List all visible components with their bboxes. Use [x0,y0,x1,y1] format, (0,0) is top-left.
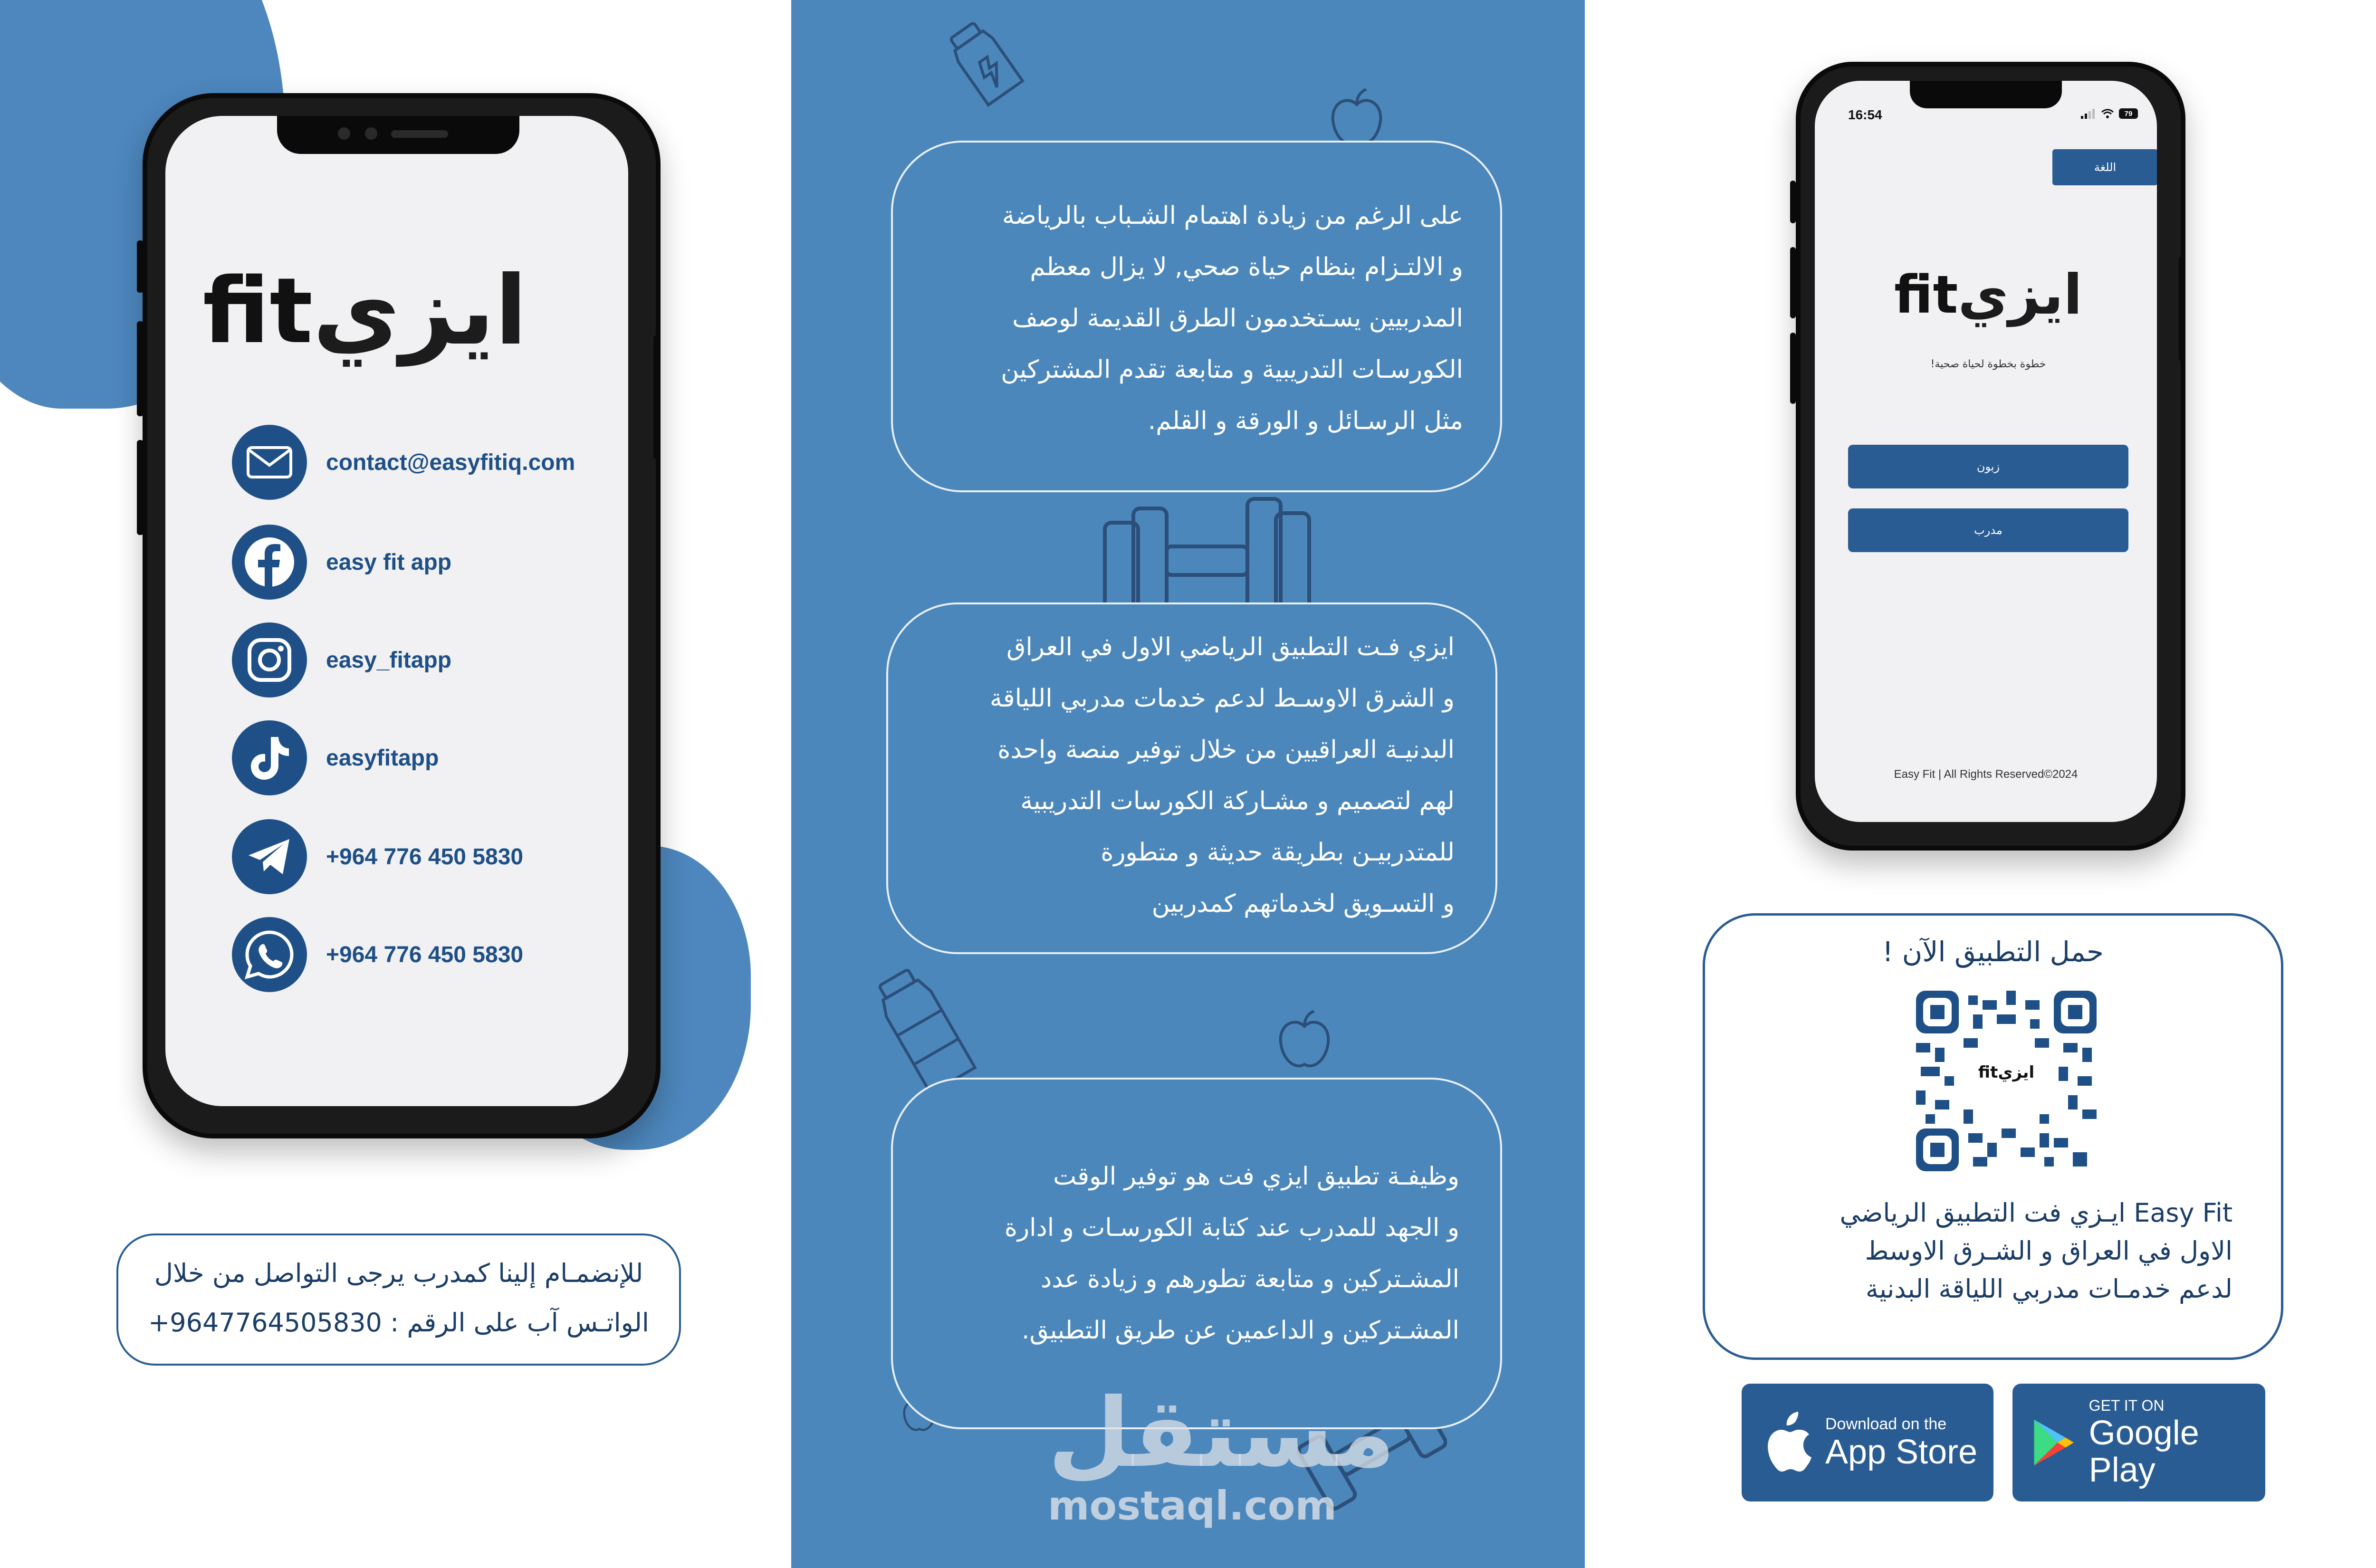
contact-whatsapp[interactable] [232,917,523,992]
easyfit-logo [202,249,527,373]
logo-fit-text: fit [202,258,313,363]
phone-notch [1910,81,2062,108]
instagram-icon [232,622,307,698]
contact-facebook[interactable] [232,525,451,600]
tiktok-text: easyfitapp [326,745,439,771]
join-as-trainer-box [116,1233,681,1366]
logo-arabic-text: ايزي [313,255,527,366]
bottle-doodle-icon [936,14,1031,109]
client-button[interactable]: زبون [1848,445,2128,488]
app-phone-screen [1815,81,2157,822]
whatsapp-icon [232,917,307,992]
apple-doodle-icon-2 [1276,1007,1333,1074]
join-line-1: للإنضمـام إلينا كمدرب يرجى التواصل من خلال [154,1258,643,1288]
app-footer: Easy Fit | All Rights Reserved©2024 [1894,768,2078,781]
app-logo [1894,257,2082,333]
language-button[interactable]: اللغة [2052,149,2157,185]
watermark-english: mostaql.com [1048,1482,1337,1529]
status-icons [2081,108,2138,119]
right-panel [1585,0,2376,1568]
battery-icon: 79 [2119,108,2138,119]
middle-panel [791,0,1585,1568]
bubble-3-text: وظيفـة تطبيق ايزي فت هو توفير الوقت و الجهد للمدرب عند كتابة الكورسـات و ادارة المشـتركين و متابعة تطورهم و زيادة عدد المشـتركين و الداعمين عن طريق التطبيق. [1004,1162,1459,1345]
bubble-2-text: ايزي فـت التطبيق الرياضي الاول في العراق و الشرق الاوسـط لدعم خدمات مدربي اللياقة البدنيـة العراقيين من خلال توفير منصة واحدة لهم لتصميم و مشـاركة الكورسات التدريبية للمتدربيـن بطريقة حديثة و متطورة و التسـويق لخدماتهم كمدربين [989,633,1455,918]
watermark-arabic: مستقل [1048,1378,1396,1489]
facebook-icon [232,525,307,600]
wifi-icon [2101,108,2114,119]
status-time: 16:54 [1848,107,1882,122]
telegram-text: +964 776 450 5830 [326,844,524,870]
info-bubble-function [891,1078,1502,1429]
appstore-big-text: App Store [1825,1433,1978,1471]
googleplay-big-text: Google Play [2089,1414,2199,1489]
google-play-button[interactable] [2012,1384,2265,1501]
app-tagline: خطوة بخطوة لحياة صحية! [1930,358,2046,370]
join-text [118,1235,679,1348]
qr-code[interactable] [1916,991,2097,1171]
join-line-2: الواتـس آب على الرقم : 9647764505830+ [148,1308,649,1338]
signal-icon [2081,108,2096,119]
contact-phone-frame [143,93,661,1138]
telegram-icon [232,819,307,894]
google-play-icon [2031,1416,2076,1469]
app-phone-frame [1796,62,2185,851]
left-panel [0,0,791,1568]
info-bubble-problem [891,141,1502,492]
tiktok-icon [232,720,307,795]
app-logo-arabic: ايزي [1958,262,2082,327]
googleplay-small-text: GET IT ON [2089,1396,2165,1414]
appstore-small-text: Download on the [1825,1415,1947,1433]
qr-center-logo: fitايزي [1978,1063,2035,1082]
contact-phone-screen [165,116,628,1106]
download-title: حمل التطبيق الآن ! [1882,936,2104,968]
email-text: contact@easyfitiq.com [326,449,575,475]
mail-icon [232,425,307,500]
phone-notch [277,116,519,154]
apple-icon [1761,1412,1813,1473]
contact-email[interactable] [232,425,575,500]
facebook-text: easy fit app [326,549,452,575]
info-bubble-about [886,602,1497,954]
instagram-text: easy_fitapp [326,647,452,673]
app-logo-fit: fit [1894,264,1958,325]
contact-telegram[interactable] [232,819,523,894]
download-description: Easy Fit ايـزي فت التطبيق الرياضي الاول في العراق و الشـرق الاوسط لدعم خدمـات مدربي اللياقة البدنية [1839,1198,2232,1304]
contact-tiktok[interactable] [232,720,439,795]
download-app-box [1703,913,2283,1360]
whatsapp-text: +964 776 450 5830 [326,942,524,967]
app-store-button[interactable] [1742,1384,1993,1501]
trainer-button[interactable]: مدرب [1848,508,2128,552]
contact-instagram[interactable] [232,622,451,698]
bubble-1-text: على الرغم من زيادة اهتمام الشـباب بالرياضة و الالتـزام بنظام حياة صحي, لا يزال معظم المدربيين يسـتخدمون الطرق القديمة لوصف الكورسـات التدريبية و متابعة تقدم المشتركين مثل الرسـائل و الورقة و القلم. [1001,201,1463,435]
